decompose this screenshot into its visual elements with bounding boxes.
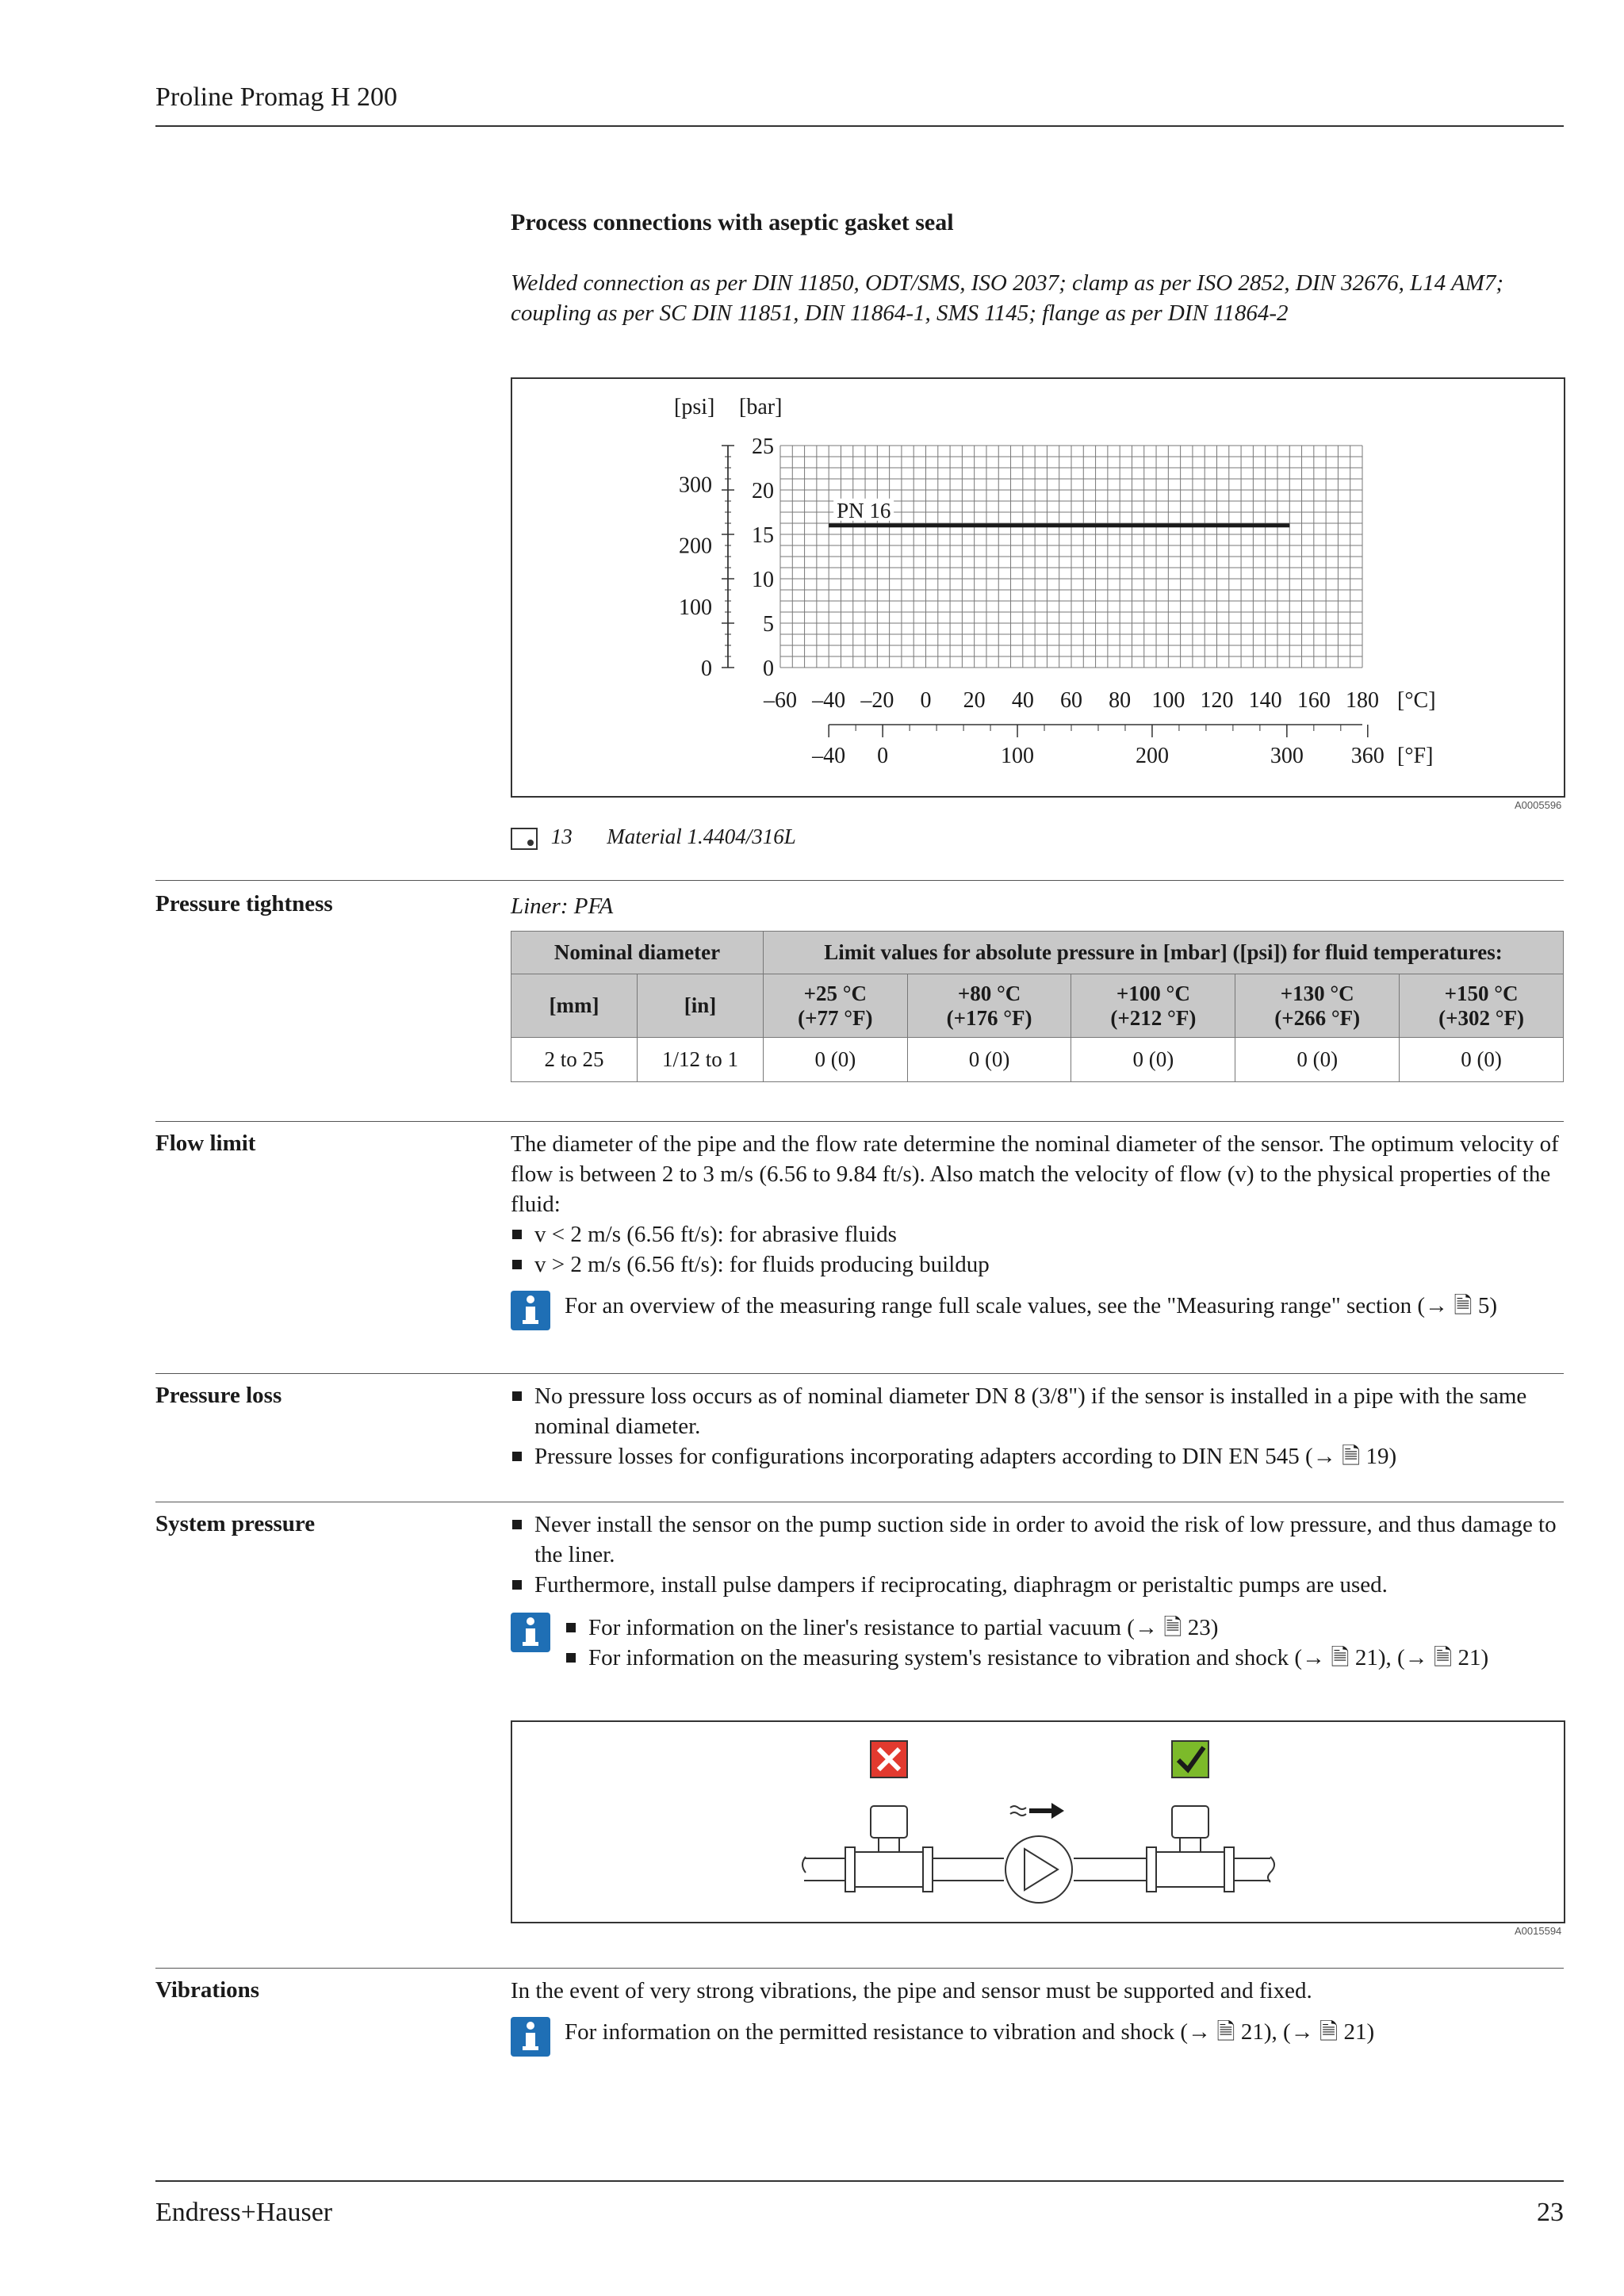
y-tick-label-bar: 0 bbox=[763, 656, 774, 681]
table-cell: 0 (0) bbox=[907, 1038, 1071, 1082]
y-tick-label-psi: 200 bbox=[679, 534, 712, 559]
pump-installation-drawing bbox=[512, 1722, 1564, 1922]
y-tick-label-bar: 5 bbox=[763, 612, 774, 637]
liner-label: Liner: PFA bbox=[511, 894, 614, 919]
y-tick-label-bar: 25 bbox=[752, 434, 774, 459]
section-divider bbox=[155, 880, 1564, 881]
list-item: Furthermore, install pulse dampers if reciprocating, diaphragm or peristaltic pumps are used. bbox=[511, 1570, 1564, 1600]
x-tick-label-c: 60 bbox=[1060, 688, 1082, 713]
x-tick-label-f: 300 bbox=[1270, 744, 1304, 768]
table-subheader-temp: +100 °C (+212 °F) bbox=[1071, 974, 1235, 1038]
figure-caption-text: Material 1.4404/316L bbox=[607, 825, 796, 848]
list-item: v < 2 m/s (6.56 ft/s): for abrasive fluids bbox=[511, 1219, 1564, 1249]
section-title: Process connections with aseptic gasket seal bbox=[511, 209, 954, 235]
list-item: No pressure loss occurs as of nominal diameter DN 8 (3/8") if the sensor is installed in a pipe with the same nominal diameter. bbox=[511, 1381, 1564, 1441]
y-tick-label-bar: 10 bbox=[752, 568, 774, 592]
x-tick-label-c: 100 bbox=[1151, 688, 1185, 713]
table-cell: 0 (0) bbox=[1400, 1038, 1564, 1082]
pump-graphic-code: A0015594 bbox=[1515, 1925, 1562, 1937]
table-cell: 0 (0) bbox=[1071, 1038, 1235, 1082]
y-axis-unit-psi: [psi] bbox=[674, 395, 715, 419]
x-tick-label-f: 100 bbox=[1001, 744, 1035, 768]
x-tick-label-f: 0 bbox=[877, 744, 889, 768]
x-tick-label-c: 20 bbox=[963, 688, 986, 713]
table-subheader-temp: +150 °C (+302 °F) bbox=[1400, 974, 1564, 1038]
footer-brand: Endress+Hauser bbox=[155, 2198, 333, 2227]
flow-limit-body bbox=[511, 1129, 1564, 1280]
x-tick-label-c: 160 bbox=[1297, 688, 1331, 713]
info-text: For an overview of the measuring range full scale values, see the "Measuring range" section (→ 🗎 5) bbox=[565, 1293, 1497, 1318]
x-tick-label-f: 200 bbox=[1135, 744, 1169, 768]
x-axis-unit-f: [°F] bbox=[1397, 744, 1434, 768]
vibrations-heading: Vibrations bbox=[155, 1977, 260, 2003]
series-label: PN 16 bbox=[837, 498, 891, 522]
info-icon bbox=[511, 1613, 550, 1652]
x-tick-label-c: 140 bbox=[1248, 688, 1282, 713]
pressure-temperature-chart-frame bbox=[511, 377, 1565, 798]
section-divider bbox=[155, 1373, 1564, 1374]
y-tick-label-bar: 15 bbox=[752, 523, 774, 548]
y-tick-label-bar: 20 bbox=[752, 479, 774, 503]
info-icon bbox=[511, 2017, 550, 2057]
system-pressure-body bbox=[511, 1510, 1564, 1600]
pressure-tightness-heading: Pressure tightness bbox=[155, 891, 333, 916]
info-text: For information on the permitted resistance to vibration and shock (→ 🗎 21), (→ 🗎 21) bbox=[565, 2019, 1375, 2045]
x-tick-label-c: –60 bbox=[764, 688, 797, 713]
x-tick-label-c: 180 bbox=[1346, 688, 1379, 713]
flow-limit-paragraph: The diameter of the pipe and the flow rate determine the nominal diameter of the sensor. The optimum velocity of flow is between 2 to 3 m/s (6.56 to 9.84 ft/s). Also match the velocity of flow (v) to the physical properties of the fluid: bbox=[511, 1131, 1559, 1217]
figure-caption bbox=[511, 825, 796, 850]
correct-icon bbox=[1172, 1741, 1208, 1777]
table-subheader-temp: +25 °C (+77 °F) bbox=[764, 974, 908, 1038]
table-subheader-temp: +80 °C (+176 °F) bbox=[907, 974, 1071, 1038]
system-pressure-info bbox=[511, 1613, 1564, 1673]
pump-installation-graphic bbox=[511, 1720, 1565, 1923]
header-rule bbox=[155, 125, 1564, 127]
y-tick-label-psi: 100 bbox=[679, 595, 712, 620]
document-header-title: Proline Promag H 200 bbox=[155, 82, 398, 112]
flow-limit-heading: Flow limit bbox=[155, 1131, 256, 1156]
wrong-icon bbox=[871, 1741, 907, 1777]
pressure-tightness-table bbox=[511, 931, 1564, 1082]
table-subheader-mm: [mm] bbox=[511, 974, 638, 1038]
x-tick-label-c: 0 bbox=[920, 688, 932, 713]
table-cell: 1/12 to 1 bbox=[638, 1038, 764, 1082]
x-tick-label-c: –20 bbox=[860, 688, 894, 713]
list-item: Pressure losses for configurations incorporating adapters according to DIN EN 545 (→ 🗎 19) bbox=[511, 1441, 1564, 1471]
table-row bbox=[511, 1038, 1564, 1082]
table-subheader-in: [in] bbox=[638, 974, 764, 1038]
x-tick-label-c: 80 bbox=[1109, 688, 1132, 713]
x-tick-label-c: –40 bbox=[812, 688, 846, 713]
vibrations-paragraph: In the event of very strong vibrations, the pipe and sensor must be supported and fixed. bbox=[511, 1978, 1312, 2003]
flow-limit-info bbox=[511, 1291, 1564, 1330]
page-number: 23 bbox=[1537, 2198, 1564, 2227]
figure-number: 13 bbox=[550, 825, 573, 848]
table-cell: 2 to 25 bbox=[511, 1038, 638, 1082]
x-axis-unit-c: [°C] bbox=[1397, 688, 1436, 713]
section-divider bbox=[155, 1968, 1564, 1969]
x-tick-label-f: 360 bbox=[1350, 744, 1385, 768]
list-item: For information on the measuring system's resistance to vibration and shock (→ 🗎 21), (→ 🗎 21) bbox=[565, 1643, 1488, 1673]
table-subheader-temp: +130 °C (+266 °F) bbox=[1235, 974, 1400, 1038]
list-item: v > 2 m/s (6.56 ft/s): for fluids producing buildup bbox=[511, 1249, 1564, 1280]
table-cell: 0 (0) bbox=[764, 1038, 908, 1082]
y-tick-label-psi: 0 bbox=[701, 656, 712, 681]
section-subtitle: Welded connection as per DIN 11850, ODT/SMS, ISO 2037; clamp as per ISO 2852, DIN 32676, L14 AM7; coupling as per SC DIN 11851, DIN 11864-1, SMS 1145; flange as per DIN 11864-2 bbox=[511, 270, 1503, 326]
table-header-nominal-diameter: Nominal diameter bbox=[511, 932, 764, 974]
list-item: Never install the sensor on the pump suction side in order to avoid the risk of low pressure, and thus damage to the liner. bbox=[511, 1510, 1564, 1570]
figure-icon bbox=[511, 828, 538, 850]
y-axis-unit-bar: [bar] bbox=[739, 395, 783, 419]
table-header-limit-values: Limit values for absolute pressure in [mbar] ([psi]) for fluid temperatures: bbox=[764, 932, 1564, 974]
vibrations-info bbox=[511, 2017, 1564, 2057]
x-tick-label-f: –40 bbox=[812, 744, 846, 768]
x-tick-label-c: 40 bbox=[1011, 688, 1034, 713]
x-tick-label-c: 120 bbox=[1200, 688, 1234, 713]
section-divider bbox=[155, 1121, 1564, 1122]
footer-rule bbox=[155, 2180, 1564, 2182]
chart-graphic-code: A0005596 bbox=[1515, 799, 1562, 811]
info-icon bbox=[511, 1291, 550, 1330]
pressure-temperature-chart bbox=[512, 379, 1564, 796]
table-cell: 0 (0) bbox=[1235, 1038, 1400, 1082]
y-tick-label-psi: 300 bbox=[679, 473, 712, 498]
list-item: For information on the liner's resistance to partial vacuum (→ 🗎 23) bbox=[565, 1613, 1488, 1643]
pressure-loss-body bbox=[511, 1381, 1564, 1471]
system-pressure-heading: System pressure bbox=[155, 1511, 316, 1536]
pressure-loss-heading: Pressure loss bbox=[155, 1383, 282, 1408]
